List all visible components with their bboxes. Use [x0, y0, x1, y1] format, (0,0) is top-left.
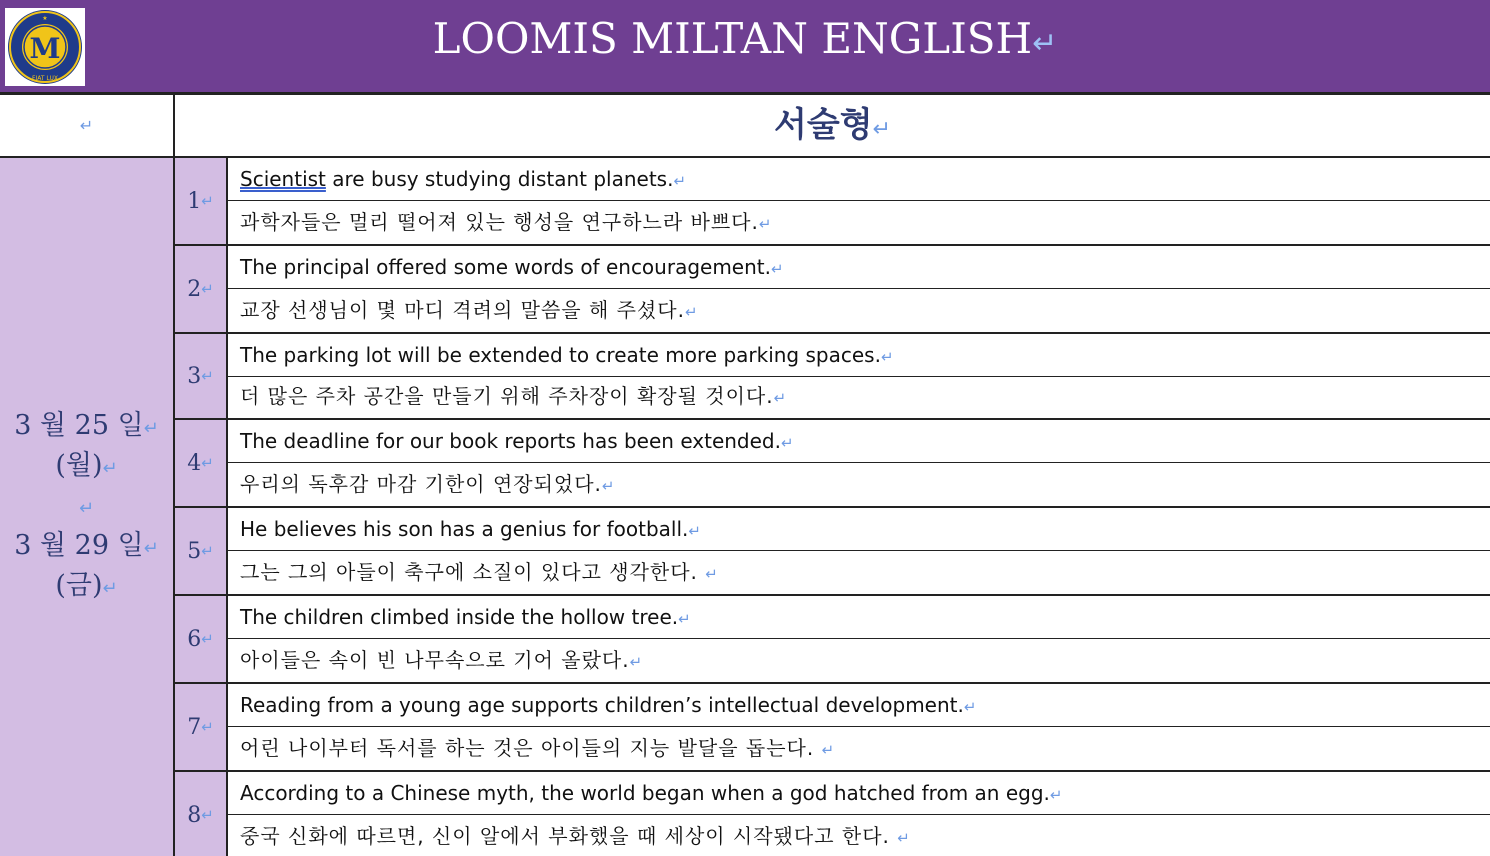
korean-translation: 어린 나이부터 독서를 하는 것은 아이들의 지능 발달을 돕는다. ↵	[240, 736, 836, 760]
svg-text:M: M	[29, 32, 61, 65]
english-sentence: The principal offered some words of encouragement.↵	[228, 246, 1490, 289]
section-header-left-cell	[0, 95, 175, 156]
return-mark-icon: ↵	[79, 116, 94, 135]
english-sentence: The parking lot will be extended to create more parking spaces.↵	[228, 334, 1490, 377]
item-number: 7 ↵	[175, 684, 228, 770]
sentence-row	[175, 420, 1490, 508]
start-date: 3 월 25 일↵	[14, 410, 159, 441]
sentence-row	[175, 508, 1490, 596]
sentence-row	[175, 334, 1490, 420]
korean-translation: 중국 신화에 따르면, 신이 알에서 부화했을 때 세상이 시작됐다고 한다. ↵	[240, 824, 911, 848]
english-sentence: Scientist are busy studying distant planets.↵	[228, 158, 1490, 201]
svg-text:★: ★	[42, 15, 48, 22]
item-number: 8 ↵	[175, 772, 228, 856]
header-bar	[0, 0, 1490, 95]
korean-translation: 우리의 독후감 마감 기한이 연장되었다.↵	[240, 472, 616, 496]
item-number: 4 ↵	[175, 420, 228, 506]
item-number: 1 ↵	[175, 158, 228, 244]
end-date: 3 월 29 일↵	[14, 530, 159, 561]
item-number: 2 ↵	[175, 246, 228, 332]
item-number: 3 ↵	[175, 334, 228, 418]
date-range-cell	[0, 158, 175, 856]
english-sentence: He believes his son has a genius for football.↵	[228, 508, 1490, 551]
sentence-row	[175, 158, 1490, 246]
sentence-table	[175, 158, 1490, 856]
date-separator: ↵	[78, 498, 95, 519]
page-title: LOOMIS MILTAN ENGLISH↵	[432, 14, 1058, 63]
return-mark-icon: ↵	[1032, 26, 1058, 61]
item-number: 5 ↵	[175, 508, 228, 594]
sentence-row	[175, 246, 1490, 334]
start-day: (월)↵	[55, 450, 118, 481]
korean-translation: 과학자들은 멀리 떨어져 있는 행성을 연구하느라 바쁘다.↵	[240, 210, 773, 234]
svg-text:FIAT LUX: FIAT LUX	[32, 75, 58, 82]
english-sentence: Reading from a young age supports children’s intellectual development.↵	[228, 684, 1490, 727]
korean-translation: 그는 그의 아들이 축구에 소질이 있다고 생각한다. ↵	[240, 560, 719, 584]
sentence-row	[175, 684, 1490, 772]
korean-translation: 더 많은 주차 공간을 만들기 위해 주차장이 확장될 것이다.↵	[240, 384, 788, 408]
english-sentence: According to a Chinese myth, the world began when a god hatched from an egg.↵	[228, 772, 1490, 815]
section-header-row	[0, 95, 1490, 158]
korean-translation: 아이들은 속이 빈 나무속으로 기어 올랐다.↵	[240, 648, 644, 672]
item-number: 6 ↵	[175, 596, 228, 682]
sentence-row	[175, 596, 1490, 684]
sentence-row	[175, 772, 1490, 856]
korean-translation: 교장 선생님이 몇 마디 격려의 말씀을 해 주셨다.↵	[240, 298, 699, 322]
end-day: (금)↵	[55, 570, 118, 601]
section-title: 서술형↵	[774, 105, 891, 145]
english-sentence: The children climbed inside the hollow tree.↵	[228, 596, 1490, 639]
return-mark-icon: ↵	[872, 117, 891, 142]
english-sentence: The deadline for our book reports has been extended.↵	[228, 420, 1490, 463]
